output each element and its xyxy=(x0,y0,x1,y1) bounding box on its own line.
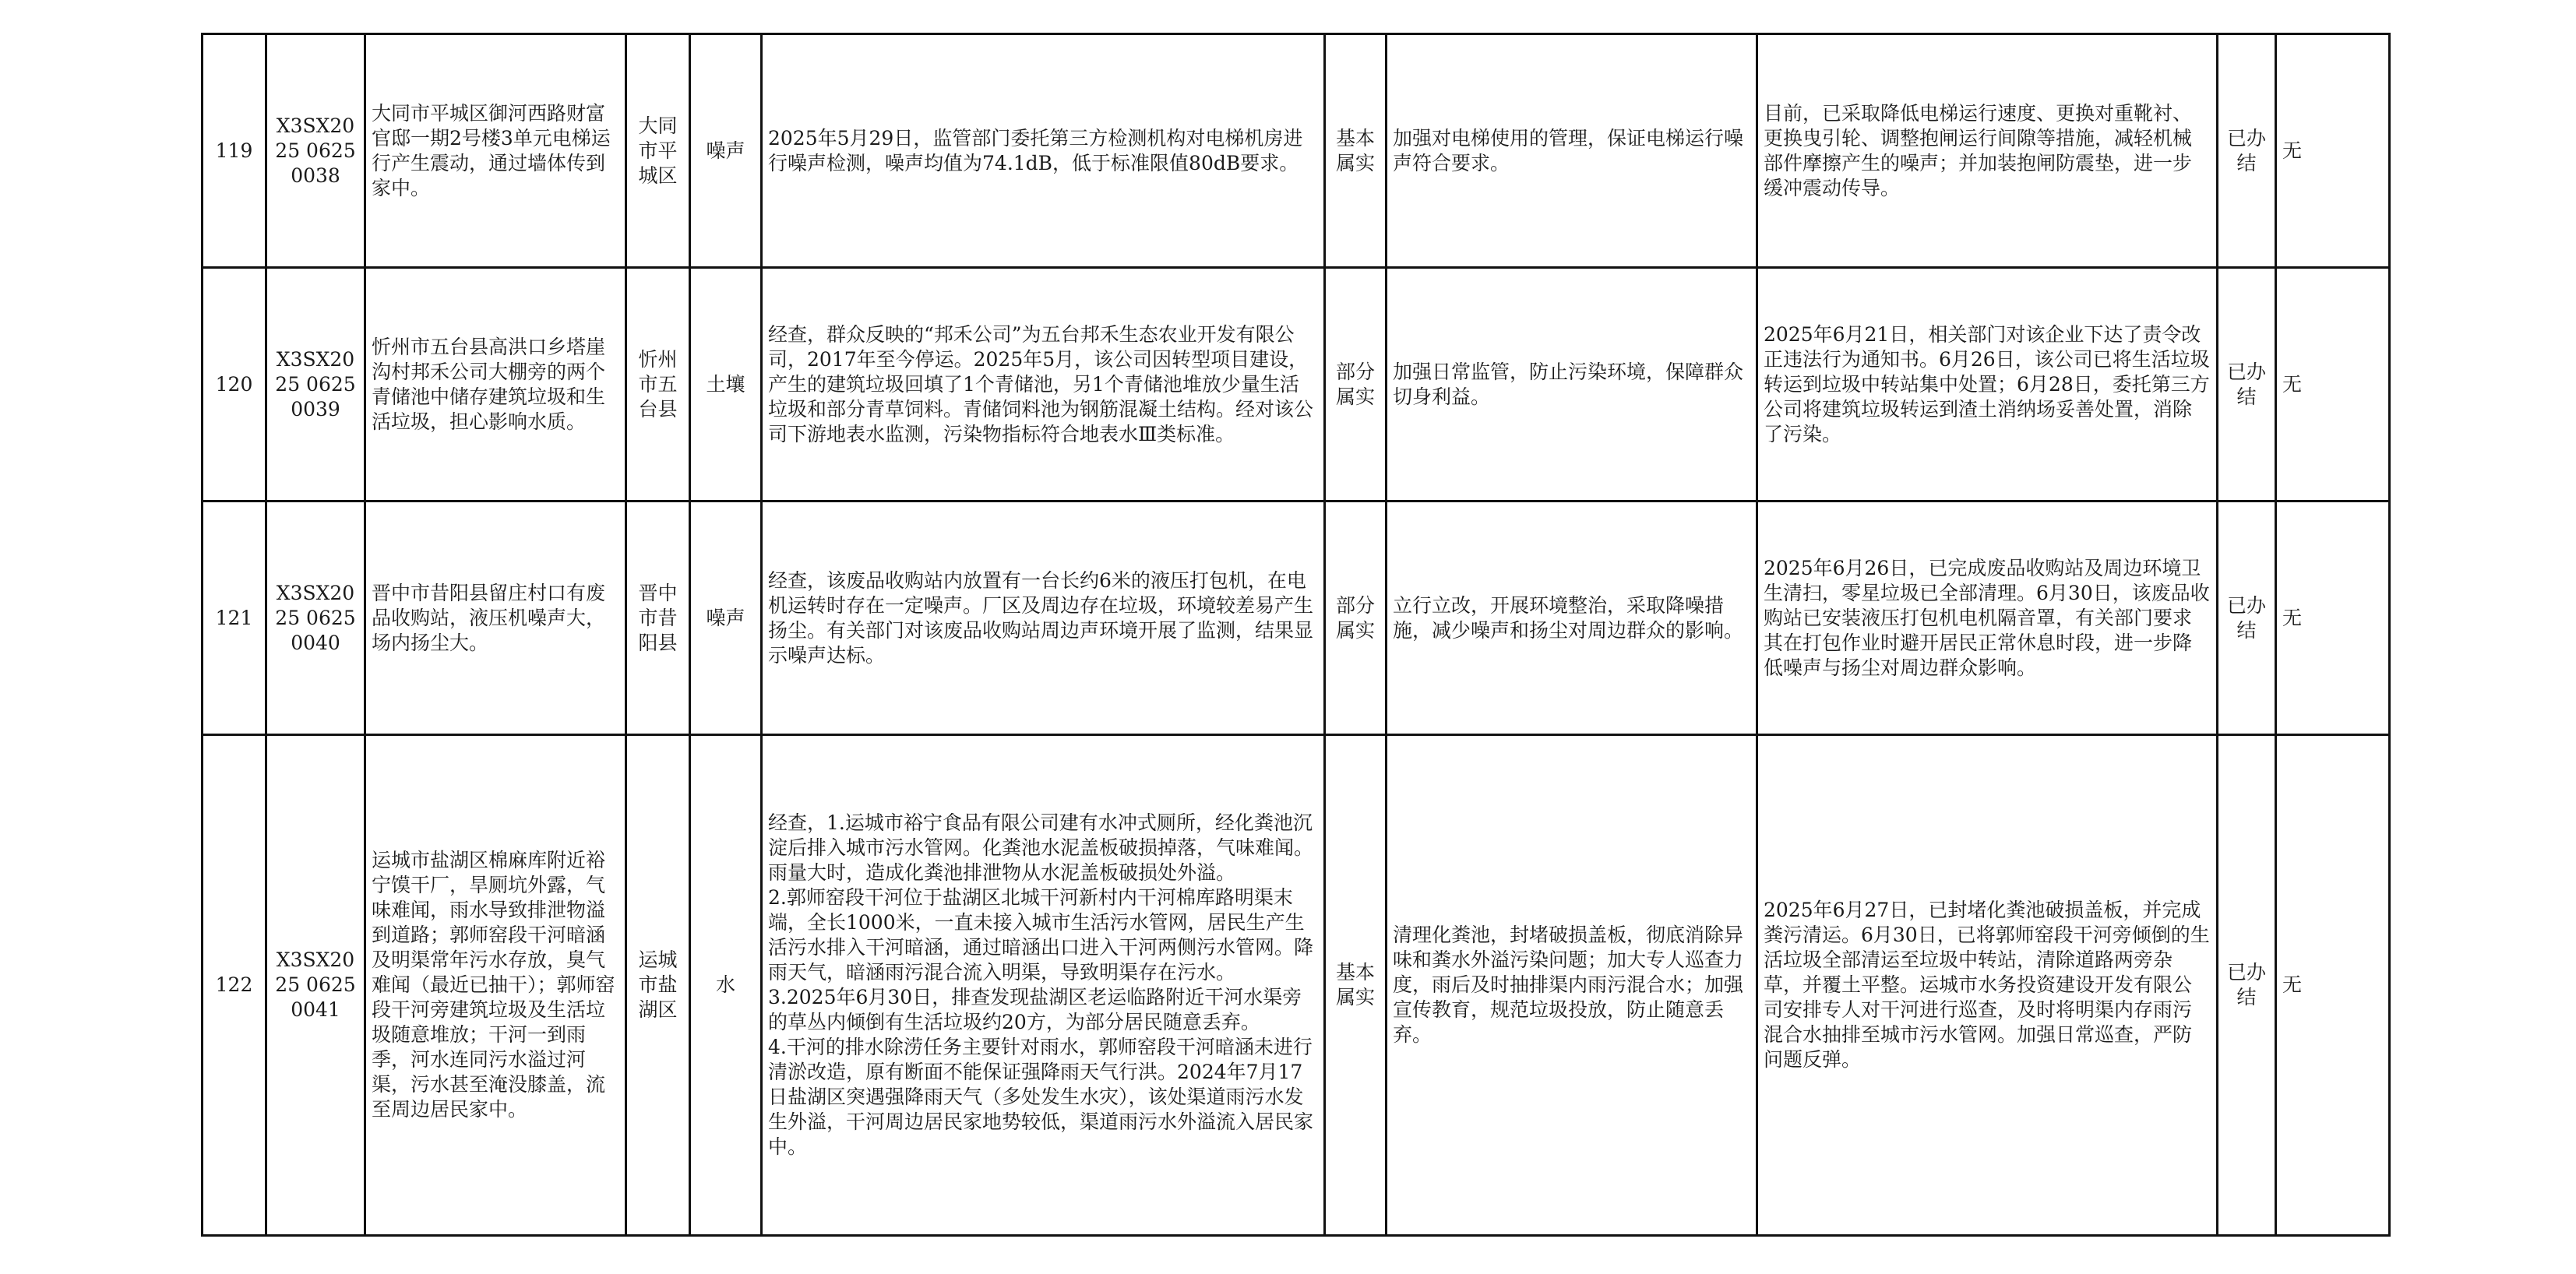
accountability: 无 xyxy=(2276,502,2390,735)
row-number: 119 xyxy=(203,34,266,268)
complaint-content: 大同市平城区御河西路财富官邸一期2号楼3单元电梯运行产生震动，通过墙体传到家中。 xyxy=(365,34,626,268)
investigation-result: 经查，该废品收购站内放置有一台长约6米的液压打包机，在电机运转时存在一定噪声。厂区及周边存在垃圾，环境较差易产生扬尘。有关部门对该废品收购站周边声环境开展了监测，结果显示噪声达标。 xyxy=(762,502,1325,735)
handling-measures: 加强对电梯使用的管理，保证电梯运行噪声符合要求。 xyxy=(1387,34,1757,268)
handling-measures: 立行立改，开展环境整治，采取降噪措施，减少噪声和扬尘对周边群众的影响。 xyxy=(1387,502,1757,735)
verdict: 部分属实 xyxy=(1325,502,1387,735)
pollution-type: 噪声 xyxy=(690,502,762,735)
complaint-content: 晋中市昔阳县留庄村口有废品收购站，液压机噪声大，场内扬尘大。 xyxy=(365,502,626,735)
handling-measures: 加强日常监管，防止污染环境，保障群众切身利益。 xyxy=(1387,268,1757,502)
rectification-progress: 2025年6月21日，相关部门对该企业下达了责令改正违法行为通知书。6月26日，该公司已将生活垃圾转运到垃圾中转站集中处置；6月28日，委托第三方公司将建筑垃圾转运到渣土消纳场妥善处置，消除了污染。 xyxy=(1757,268,2218,502)
completion-status: 已办结 xyxy=(2218,735,2276,1236)
completion-status: 已办结 xyxy=(2218,268,2276,502)
case-code: X3SX2025 06250040 xyxy=(266,502,365,735)
table-row xyxy=(203,502,2390,735)
completion-status: 已办结 xyxy=(2218,34,2276,268)
region: 忻州市五台县 xyxy=(626,268,690,502)
pollution-type: 噪声 xyxy=(690,34,762,268)
verdict: 基本属实 xyxy=(1325,34,1387,268)
region: 大同市平城区 xyxy=(626,34,690,268)
complaint-table xyxy=(201,33,2391,1237)
region: 晋中市昔阳县 xyxy=(626,502,690,735)
accountability: 无 xyxy=(2276,735,2390,1236)
pollution-type: 土壤 xyxy=(690,268,762,502)
verdict: 基本属实 xyxy=(1325,735,1387,1236)
row-number: 120 xyxy=(203,268,266,502)
row-number: 121 xyxy=(203,502,266,735)
accountability: 无 xyxy=(2276,34,2390,268)
rectification-progress: 2025年6月27日，已封堵化粪池破损盖板，并完成粪污清运。6月30日，已将郭师窑段干河旁倾倒的生活垃圾全部清运至垃圾中转站，清除道路两旁杂草，并覆土平整。运城市水务投资建设开发有限公司安排专人对干河进行巡查，及时将明渠内存雨污混合水抽排至城市污水管网。加强日常巡查，严防问题反弹。 xyxy=(1757,735,2218,1236)
region: 运城市盐湖区 xyxy=(626,735,690,1236)
pollution-type: 水 xyxy=(690,735,762,1236)
case-code: X3SX2025 06250041 xyxy=(266,735,365,1236)
table-row xyxy=(203,268,2390,502)
investigation-result: 经查，1.运城市裕宁食品有限公司建有水冲式厕所，经化粪池沉淀后排入城市污水管网。化粪池水泥盖板破损掉落，气味难闻。雨量大时，造成化粪池排泄物从水泥盖板破损处外溢。 2.郭师窑段干河位于盐湖区北城干河新村内干河棉库路明渠末端，全长1000米，一直未接入城市生活污水管网，居民生产生活污水排入干河暗涵，通过暗涵出口进入干河两侧污水管网。降雨天气，暗涵雨污混合流入明渠，导致明渠存在污水。 3.2025年6月30日，排查发现盐湖区老运临路附近干河水渠旁的草丛内倾倒有生活垃圾约20方，为部分居民随意丢弃。 4.干河的排水除涝任务主要针对雨水，郭师窑段干河暗涵未进行清淤改造，原有断面不能保证强降雨天气行洪。2024年7月17日盐湖区突遇强降雨天气（多处发生水灾），该处渠道雨污水发生外溢，干河周边居民家地势较低，渠道雨污水外溢流入居民家中。 xyxy=(762,735,1325,1236)
handling-measures: 清理化粪池，封堵破损盖板，彻底消除异味和粪水外溢污染问题；加大专人巡查力度，雨后及时抽排渠内雨污混合水；加强宣传教育，规范垃圾投放，防止随意丢弃。 xyxy=(1387,735,1757,1236)
completion-status: 已办结 xyxy=(2218,502,2276,735)
verdict: 部分属实 xyxy=(1325,268,1387,502)
case-code: X3SX2025 06250039 xyxy=(266,268,365,502)
case-code: X3SX2025 06250038 xyxy=(266,34,365,268)
complaint-content: 忻州市五台县高洪口乡塔崖沟村邦禾公司大棚旁的两个青储池中储存建筑垃圾和生活垃圾，担心影响水质。 xyxy=(365,268,626,502)
complaint-content: 运城市盐湖区棉麻库附近裕宁馍干厂，旱厕坑外露，气味难闻，雨水导致排泄物溢到道路；郭师窑段干河暗涵及明渠常年污水存放，臭气难闻（最近已抽干）；郭师窑段干河旁建筑垃圾及生活垃圾随意堆放；干河一到雨季，河水连同污水溢过河渠，污水甚至淹没膝盖，流至周边居民家中。 xyxy=(365,735,626,1236)
investigation-result: 2025年5月29日，监管部门委托第三方检测机构对电梯机房进行噪声检测，噪声均值为74.1dB，低于标准限值80dB要求。 xyxy=(762,34,1325,268)
row-number: 122 xyxy=(203,735,266,1236)
accountability: 无 xyxy=(2276,268,2390,502)
investigation-result: 经查，群众反映的“邦禾公司”为五台邦禾生态农业开发有限公司，2017年至今停运。2025年5月，该公司因转型项目建设，产生的建筑垃圾回填了1个青储池，另1个青储池堆放少量生活垃圾和部分青草饲料。青储饲料池为钢筋混凝土结构。经对该公司下游地表水监测，污染物指标符合地表水Ⅲ类标准。 xyxy=(762,268,1325,502)
table-row xyxy=(203,735,2390,1236)
rectification-progress: 2025年6月26日，已完成废品收购站及周边环境卫生清扫，零星垃圾已全部清理。6月30日，该废品收购站已安装液压打包机电机隔音罩，有关部门要求其在打包作业时避开居民正常休息时段，进一步降低噪声与扬尘对周边群众影响。 xyxy=(1757,502,2218,735)
rectification-progress: 目前，已采取降低电梯运行速度、更换对重靴衬、更换曳引轮、调整抱闸运行间隙等措施，减轻机械部件摩擦产生的噪声；并加装抱闸防震垫，进一步缓冲震动传导。 xyxy=(1757,34,2218,268)
table-row xyxy=(203,34,2390,268)
